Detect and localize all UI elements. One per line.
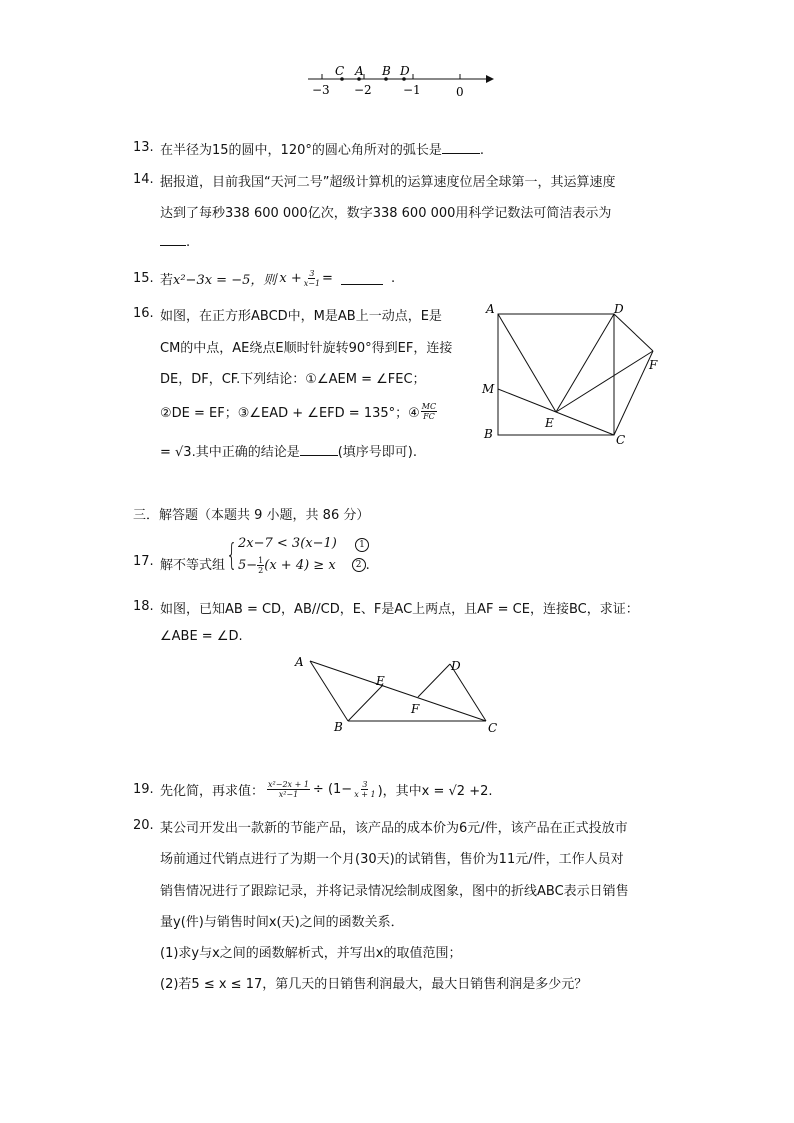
tick-label-neg2: −2 [354,83,372,97]
q15-text [160,264,395,292]
label-e: E [376,674,385,688]
q19-fraction-1 [267,780,310,799]
q16-answer-blank [300,443,338,456]
q20-line1: 某公司开发出一款新的节能产品，该产品的成本价为6元/件，该产品在正式投放市 [160,821,628,836]
q19-text [160,775,492,803]
section-3-title: 三．解答题（本题共 9 小题，共 86 分） [133,508,370,523]
label-f: F [411,702,420,716]
q20-sub2: (2)若5 ≤ x ≤ 17，第几天的日销售利润最大，最大日销售利润是多少元？ [160,977,588,992]
q14-line1: 据报道，目前我国“天河二号”超级计算机的运算速度位居全球第一，其运算速度 [160,175,616,190]
q18-figure [290,652,510,738]
q14-answer-blank [160,233,186,246]
q13-end: . [479,143,484,158]
label-e: E [545,416,554,430]
q17-frac-den: 2 [258,565,264,575]
q16-line3: DE，DF，CF.下列结论：①∠AEM = ∠FEC； [160,372,426,387]
number-line-figure [300,60,500,102]
label-a: A [486,302,495,316]
label-d: D [614,302,624,316]
q16-line4 [160,397,437,425]
q17-ineq2-pre: 5− [238,557,258,573]
q16-frac-num: MC [421,401,437,411]
q16-line1: 如图，在正方形ABCD中，M是AB上一动点，E是 [160,309,442,324]
q18-line2: ∠ABE = ∠D. [160,629,243,644]
q15-fraction [304,269,320,288]
q14-line2: 达到了每秒338 600 000亿次，数字338 600 000用科学记数法可简洁表示为 [160,206,612,221]
q13-stem: 在半径为15的圆中，120°的圆心角所对的弧长是 [160,143,442,158]
label-d: D [400,64,410,78]
q13-answer-blank [442,141,480,154]
q19-number: 19. [133,782,154,797]
q15-equals: = [322,270,333,286]
q16-line5-end: (填序号即可). [337,445,417,460]
q18-line1: 如图，已知AB = CD，AB//CD，E、F是AC上两点，且AF = CE，连接BC，求证： [160,602,639,617]
q17-text: 解不等式组 [160,558,226,573]
label-m: M [482,382,495,396]
q15-frac-num: 3 [309,268,315,278]
q16-frac-den: FC [423,411,435,421]
q17-frac-num: 1 [258,555,264,565]
label-b: B [484,427,493,441]
q19-mid: ÷ (1− [312,781,353,797]
q17-mark-2: 2 [352,558,366,572]
q19-fraction-2 [354,780,375,799]
q17-mark-1: 1 [355,538,369,552]
q17-end: . [365,557,370,573]
q16-fraction [421,402,437,421]
tick-label-0: 0 [456,85,464,99]
q16-line4-text: ②DE = EF；③∠EAD + ∠EFD = 135°；④ [160,405,420,421]
label-f: F [649,358,658,372]
q17-fraction [257,556,264,575]
label-a: A [295,655,304,669]
q16-line5-text: = √3.其中正确的结论是 [160,445,300,460]
label-c: C [335,64,345,78]
q15-answer-blank [341,272,383,285]
q16-line2: CM的中点，AE绕点E顺时针旋转90°得到EF，连接 [160,341,453,356]
q15-pre: 若 [160,272,174,288]
q20-number: 20. [133,818,154,833]
q14-end: . [186,235,191,250]
q15-frac-den: x−1 [303,278,321,288]
q15-expr: x + [279,270,302,286]
q13-text [160,139,484,158]
q16-number: 16. [133,306,154,321]
number-line-arrow [486,75,494,83]
q17-number: 17. [133,554,154,569]
tick-label-neg3: −3 [312,83,330,97]
label-c: C [616,433,626,447]
q20-sub1: (1)求y与x之间的函数解析式，并写出x的取值范围； [160,946,462,961]
q16-line5 [160,441,417,460]
label-d: D [451,659,461,673]
q15-number: 15. [133,271,154,286]
label-c: C [488,721,498,735]
q16-square-figure [478,296,664,448]
q15-end: . [390,270,396,286]
q17-ineq2-post: (x + 4) ≥ x [264,557,336,573]
label-b: B [334,720,343,734]
label-b: B [382,64,391,78]
q14-answer [160,233,190,250]
q19-frac2-den: x + 1 [354,789,376,799]
q19-post: )，其中x = √2 +2. [377,783,493,799]
q18-number: 18. [133,599,154,614]
q17-ineq1-text: 2x−7 < 3(x−1) [238,536,337,551]
label-a: A [355,64,364,78]
q19-pre: 先化简，再求值： [160,783,265,799]
q20-line2: 场前通过代销点进行了为期一个月(30天)的试销售，售价为11元/件，工作人员对 [160,852,624,867]
q13-number: 13. [133,140,154,155]
q17-inequality-2 [238,552,370,578]
q19-frac1-den: x²−1 [278,789,299,799]
q20-line3: 销售情况进行了跟踪记录，并将记录情况绘制成图象，图中的折线ABC表示日销售 [160,884,629,899]
q17-inequality-1 [238,536,369,552]
q17-brace: { [226,538,238,573]
q14-number: 14. [133,172,154,187]
q19-frac1-num: x²−2x + 1 [268,779,309,789]
q15-condition: x²−3x = −5，则 [173,272,277,288]
q20-line4: 量y(件)与销售时间x(天)之间的函数关系． [160,915,404,930]
tick-label-neg1: −1 [403,83,421,97]
q19-frac2-num: 3 [362,779,368,789]
